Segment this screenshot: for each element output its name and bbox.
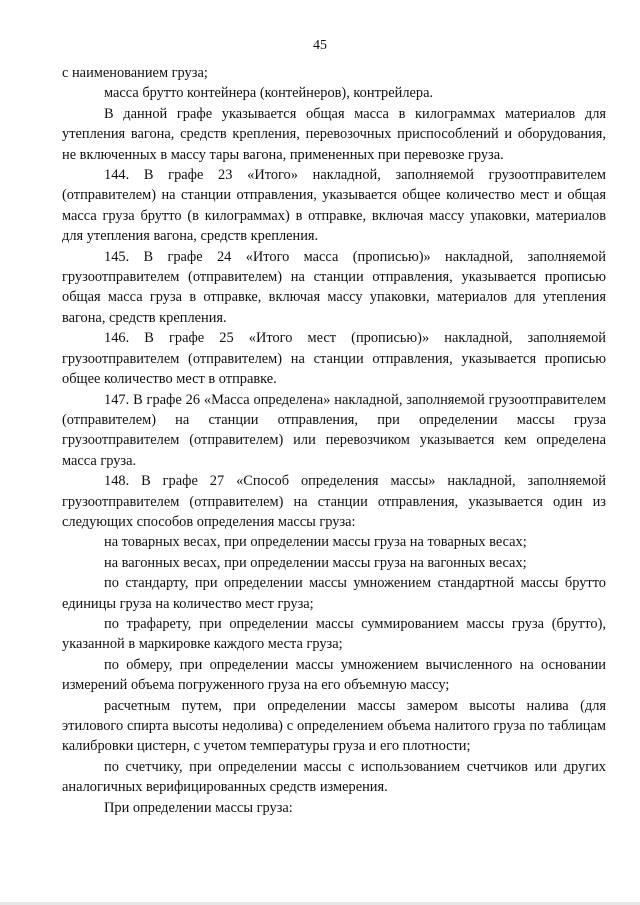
paragraph-145: 145. В графе 24 «Итого масса (прописью)» накладной, заполняемой грузоотправителем (отправителем) на станции отправления, указывается прописью общая масса груза в отправке, включая массу упаковки, материалов для утепления вагона, средств крепления. [62,248,606,326]
page-number: 45 [313,38,327,53]
document-body [62,63,606,818]
paragraph-148: 148. В графе 27 «Способ определения массы» накладной, заполняемой грузоотправителем (отправителем) на станции отправления, указывается один из следующих способов определения массы груза: [62,473,606,530]
list-item-commodity-scales: на товарных весах, при определении массы груза на товарных весах; [104,534,527,551]
list-item-meter: по счетчику, при определении массы с использованием счетчиков или других аналогичных верифицированных средств измерения. [62,758,606,796]
list-item-stencil: по трафарету, при определении массы суммированием массы груза (брутто), указанной в маркировке каждого места груза; [62,615,606,653]
paragraph-147: 147. В графе 26 «Масса определена» накладной, заполняемой грузоотправителем (отправителем) на станции отправления, при определении массы груза грузоотправителем (отправителем) или перевозчиком указывается кем определена масса груза. [62,391,606,469]
list-item-wagon-scales: на вагонных весах, при определении массы груза на вагонных весах; [104,554,527,571]
list-item-standard: по стандарту, при определении массы умножением стандартной массы брутто единицы груза на количество мест груза; [62,575,606,612]
paragraph-closing: При определении массы груза: [104,799,293,816]
paragraph-1: с наименованием груза; [62,65,208,81]
paragraph-146: 146. В графе 25 «Итого мест (прописью)» накладной, заполняемой грузоотправителем (отправителем) на станции отправления, указывается прописью общее количество мест в отправке. [62,330,606,388]
paragraph-144: 144. В графе 23 «Итого» накладной, заполняемой грузоотправителем (отправителем) на станции отправления, указывается общее количество мест и общая масса груза брутто (в килограммах) в отправке, включая массу упаковки, материалов для утепления вагона, средств крепления. [62,167,606,245]
list-item-measurement: по обмеру, при определении массы умножением вычисленного на основании измерений объема погруженного груза на его объемную массу; [62,656,606,694]
paragraph-2: масса брутто контейнера (контейнеров), контрейлера. [104,85,434,102]
paragraph-3: В данной графе указывается общая масса в килограммах материалов для утепления вагона, средств крепления, перевозочных приспособлений и оборудования, не включенных в массу тары вагона, примененных при перевозке груза. [62,105,606,163]
list-item-calculation: расчетным путем, при определении массы замером высоты налива (для этилового спирта высоты недолива) с определением объема налитого груза по таблицам калибровки цистерн, с учетом температуры груза и его плотности; [62,697,606,755]
